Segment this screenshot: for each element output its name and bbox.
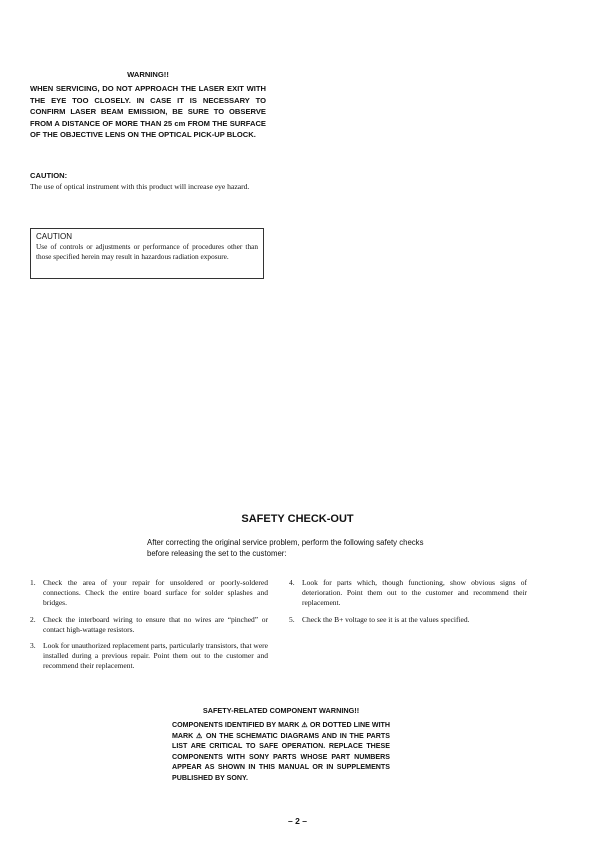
safety-checklist-left (30, 578, 268, 678)
caution-box (30, 228, 264, 279)
checklist-item-number: 3. (30, 641, 36, 651)
checklist-item-number: 2. (30, 614, 36, 624)
checklist-item-text: Check the interboard wiring to ensure that no wires are “pinched” or contact high-wattage resistors. (43, 614, 268, 634)
checklist-item (289, 578, 527, 609)
safety-checkout-title: SAFETY CHECK-OUT (241, 513, 354, 525)
checklist-item-number: 5. (289, 614, 295, 624)
checklist-item (30, 615, 268, 635)
laser-warning-body: WHEN SERVICING, DO NOT APPROACH THE LASER EXIT WITH THE EYE TOO CLOSELY. IN CASE IT IS NECESSARY TO CONFIRM LASER BEAM EMISSION, BE SURE TO OBSERVE FROM A DISTANCE OF MORE THAN 25 cm FROM THE SURFACE OF THE OBJECTIVE LENS ON THE OPTICAL PICK-UP BLOCK. (30, 84, 266, 140)
safety-checklist-right (289, 578, 527, 631)
checklist-item (30, 578, 268, 609)
checklist-item-number: 1. (30, 578, 36, 587)
checklist-item-text: Look for parts which, though functioning, show obvious signs of deterioration. Point them out to the customer and recommend their replacement. (302, 578, 527, 608)
checklist-item (30, 641, 268, 672)
laser-warning-title: WARNING!! (127, 70, 169, 79)
optical-caution-title: CAUTION: (30, 171, 68, 180)
caution-box-title: CAUTION (36, 232, 72, 241)
caution-box-body: Use of controls or adjustments or performance of procedures other than those specified herein may result in hazardous radiation exposure. (36, 242, 258, 262)
page-number: – 2 – (288, 816, 307, 826)
optical-caution-body: The use of optical instrument with this product will increase eye hazard. (30, 182, 250, 191)
checklist-item-text: Check the area of your repair for unsoldered or poorly-soldered connections. Check the entire board surface for solder splashes and bridges. (43, 578, 268, 608)
checklist-item-number: 4. (289, 578, 295, 587)
checklist-item-text: Check the B+ voltage to see it is at the values specified. (302, 614, 470, 624)
component-warning-body: COMPONENTS IDENTIFIED BY MARK ⚠ OR DOTTED LINE WITH MARK ⚠ ON THE SCHEMATIC DIAGRAMS AND IN THE PARTS LIST ARE CRITICAL TO SAFE OPERATION. REPLACE THESE COMPONENTS WITH SONY PARTS WHOSE PART NUMBERS APPEAR AS SHOWN IN THIS MANUAL OR IN SUPPLEMENTS PUBLISHED BY SONY. (172, 721, 390, 782)
safety-checkout-intro: After correcting the original service problem, perform the following safety checks before releasing the set to the customer: (147, 538, 424, 559)
checklist-item-text: Look for unauthorized replacement parts, particularly transistors, that were installed during a previous repair. Point them out to the customer and recommend their replacement. (43, 641, 268, 671)
component-warning-title: SAFETY-RELATED COMPONENT WARNING!! (202, 706, 360, 715)
checklist-item (289, 615, 527, 625)
